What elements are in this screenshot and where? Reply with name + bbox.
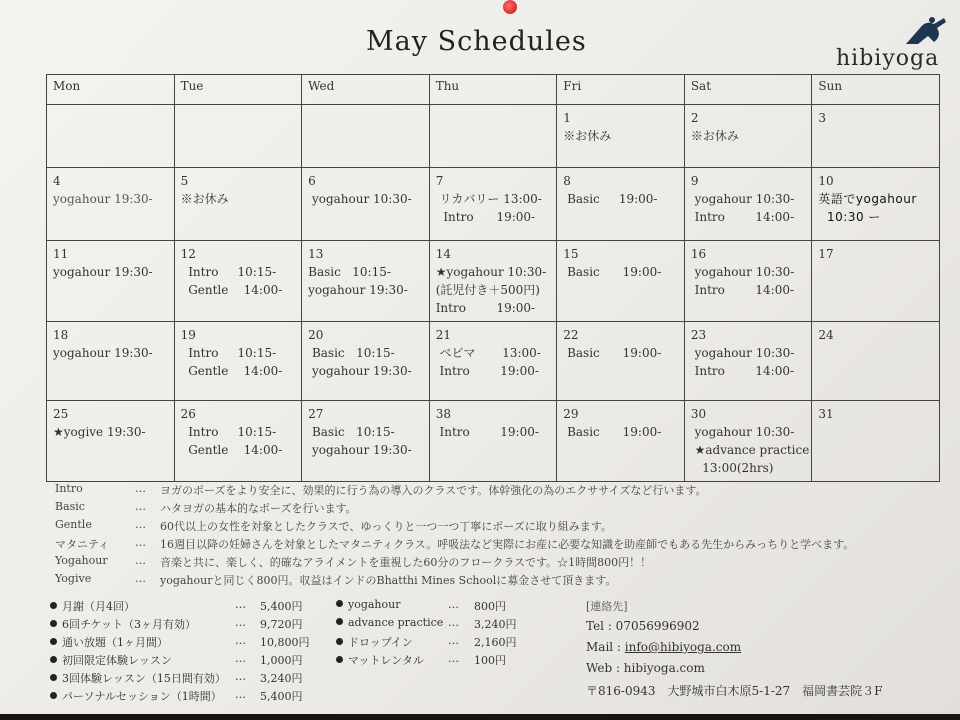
bullet-icon <box>50 674 57 681</box>
calendar-day-cell <box>812 241 940 322</box>
legend-row <box>55 482 935 500</box>
day-number: 19 <box>180 328 196 342</box>
class-entry: Intro 14:00- <box>690 210 795 224</box>
calendar-day-cell <box>429 401 557 482</box>
legend-description: ハタヨガの基本的なポーズを行います。 <box>160 502 357 515</box>
day-number: 5 <box>180 174 189 188</box>
price-label-text: 通い放題（1ヶ月間） <box>62 636 168 649</box>
day-number: 2 <box>690 111 699 125</box>
calendar-day-cell <box>429 322 557 401</box>
price-value: 10,800円 <box>260 636 310 649</box>
class-entry: yogahour 19:30- <box>308 443 412 457</box>
calendar-day-cell <box>174 401 302 482</box>
price-separator: … <box>235 598 246 611</box>
day-number: 13 <box>308 247 324 261</box>
bullet-icon <box>50 638 57 645</box>
class-entry: Basic 19:00- <box>563 192 658 206</box>
class-entry: Intro 19:00- <box>435 210 536 224</box>
day-number: 27 <box>308 407 324 421</box>
price-value: 5,400円 <box>260 690 303 703</box>
legend-row <box>55 554 935 572</box>
day-number: 17 <box>818 247 834 261</box>
contact-address: 〒816-0943 大野城市白木原5-1-27 福岡書芸院３F <box>586 684 883 698</box>
price-value: 100円 <box>474 654 506 667</box>
legend-separator: … <box>135 572 146 585</box>
weekday-header: Wed <box>302 75 430 105</box>
calendar-day-cell <box>812 105 940 168</box>
bullet-icon <box>336 618 343 625</box>
day-number: 21 <box>435 328 451 342</box>
price-separator: … <box>235 652 246 665</box>
class-entry: Intro 10:15- <box>180 425 277 439</box>
calendar-week-row <box>47 168 940 241</box>
class-entry: リカバリー 13:00- <box>435 192 542 206</box>
page-title: May Schedules <box>366 26 587 57</box>
class-entry: yogahour 19:30- <box>308 283 408 297</box>
calendar-day-cell <box>557 322 685 401</box>
day-number: 16 <box>690 247 707 261</box>
calendar-day-cell <box>47 322 175 401</box>
class-entry: Basic 19:00- <box>563 346 662 360</box>
day-number: 30 <box>690 407 707 421</box>
calendar-day-cell <box>302 241 430 322</box>
contact-info <box>586 598 882 703</box>
class-entry: yogahour 10:30- <box>690 265 795 279</box>
legend-row <box>55 572 935 590</box>
bullet-icon <box>50 620 57 627</box>
class-entry: Basic 10:15- <box>308 425 395 439</box>
price-label <box>50 652 172 668</box>
calendar-day-cell <box>302 401 430 482</box>
class-entry: ※お休み <box>563 129 612 143</box>
class-entry: Intro 10:15- <box>180 346 277 360</box>
day-number: 10 <box>818 174 834 188</box>
price-separator: … <box>448 616 459 629</box>
calendar-day-cell <box>557 105 685 168</box>
calendar-day-cell <box>302 322 430 401</box>
calendar-day-cell <box>429 105 557 168</box>
class-entry: ベビマ 13:00- <box>435 346 541 360</box>
price-label <box>336 598 401 611</box>
bullet-icon <box>336 638 343 645</box>
day-number: 8 <box>563 174 571 188</box>
day-number: 22 <box>563 328 579 342</box>
class-legend <box>55 482 935 590</box>
price-label-text: 初回限定体験レッスン <box>62 654 172 667</box>
legend-description: 60代以上の女性を対象としたクラスで、ゆっくりと一つ一つ丁寧にポーズに取り組みます。 <box>160 520 612 533</box>
calendar-day-cell <box>174 168 302 241</box>
day-number: 24 <box>818 328 834 342</box>
price-label-text: 6回チケット（3ヶ月有効） <box>62 618 197 631</box>
calendar-day-cell <box>684 105 812 168</box>
calendar-day-cell <box>302 168 430 241</box>
calendar-week-row <box>47 105 940 168</box>
price-label-text: ドロップイン <box>348 636 413 649</box>
class-entry: 英語でyogahour <box>818 192 917 206</box>
legend-key: Yogahour <box>55 554 108 567</box>
weekday-header: Fri <box>557 75 685 105</box>
price-label-text: yogahour <box>348 598 401 611</box>
bullet-icon <box>50 692 57 699</box>
price-label <box>336 634 413 650</box>
weekday-header: Sun <box>812 75 940 105</box>
price-separator: … <box>448 634 459 647</box>
calendar-day-cell <box>812 401 940 482</box>
day-number: 4 <box>53 174 61 188</box>
calendar-week-row <box>47 241 940 322</box>
legend-description: 16週目以降の妊婦さんを対象としたマタニティクラス。呼吸法など実際にお産に必要な知識を助産師でもある先生からみっちりと学べます。 <box>160 538 855 551</box>
legend-key: Intro <box>55 482 83 495</box>
price-value: 800円 <box>474 600 506 613</box>
day-number: 14 <box>435 247 451 261</box>
class-entry: ★yogahour 10:30- <box>435 265 547 279</box>
bullet-icon <box>336 656 343 663</box>
price-label <box>50 670 226 686</box>
calendar-day-cell <box>557 241 685 322</box>
class-entry: Gentle 14:00- <box>180 443 283 457</box>
legend-key: Yogive <box>55 572 92 585</box>
bullet-icon <box>336 600 343 607</box>
price-value: 5,400円 <box>260 600 303 613</box>
class-entry: Basic 19:00- <box>563 425 662 439</box>
class-entry: Intro 19:00- <box>435 301 536 315</box>
class-entry: ※お休み <box>180 192 229 206</box>
contact-title: [連絡先] <box>586 600 628 613</box>
class-entry: Gentle 14:00- <box>180 364 283 378</box>
calendar-day-cell <box>302 105 430 168</box>
day-number: 11 <box>53 247 69 261</box>
class-entry: ★yogive 19:30- <box>53 425 146 439</box>
class-entry: (託児付き＋500円) <box>435 283 540 297</box>
price-label-text: パーソナルセッション（1時間） <box>62 690 222 703</box>
legend-row <box>55 536 935 554</box>
legend-description: 音楽と共に、楽しく、的確なアライメントを重視した60分のフロークラスです。☆1時間800円！！ <box>160 556 652 569</box>
legend-description: ヨガのポーズをより安全に、効果的に行う為の導入のクラスです。体幹強化の為のエクササイズなど行います。 <box>160 484 707 497</box>
price-label-text: マットレンタル <box>348 654 424 667</box>
class-entry: yogahour 10:30- <box>690 346 795 360</box>
price-label <box>50 616 196 632</box>
class-entry: yogahour 10:30- <box>308 192 412 206</box>
legend-description: yogahourと同じく800円。収益はインドのBhatthi Mines Schoolに募金させて頂きます。 <box>160 574 617 587</box>
weekday-header: Sat <box>684 75 812 105</box>
price-value: 1,000円 <box>260 654 303 667</box>
day-number: 12 <box>180 247 196 261</box>
price-value: 9,720円 <box>260 618 303 631</box>
contact-tel: Tel : 07056996902 <box>586 619 700 633</box>
day-number: 15 <box>563 247 579 261</box>
price-value: 3,240円 <box>260 672 303 685</box>
calendar-day-cell <box>174 322 302 401</box>
class-entry: Intro 14:00- <box>690 283 795 297</box>
calendar-day-cell <box>429 168 557 241</box>
legend-separator: … <box>135 518 146 531</box>
class-entry: Intro 14:00- <box>690 364 795 378</box>
weekday-header: Thu <box>429 75 557 105</box>
calendar-day-cell <box>812 322 940 401</box>
price-label <box>50 634 168 650</box>
calendar-day-cell <box>684 168 812 241</box>
price-label-text: 月謝（月4回） <box>62 600 135 613</box>
day-number: 29 <box>563 407 579 421</box>
weekday-header: Tue <box>174 75 302 105</box>
class-entry: yogahour 19:30- <box>53 192 153 206</box>
day-number: 1 <box>563 111 571 125</box>
calendar-day-cell <box>429 241 557 322</box>
price-label <box>50 688 222 704</box>
price-label-text: 3回体験レッスン（15日間有効） <box>62 672 226 685</box>
legend-row <box>55 500 935 518</box>
legend-key: Gentle <box>55 518 92 531</box>
class-entry: yogahour 19:30- <box>53 346 153 360</box>
class-entry: Gentle 14:00- <box>180 283 283 297</box>
day-number: 3 <box>818 111 827 125</box>
calendar-day-cell <box>47 401 175 482</box>
calendar-day-cell <box>812 168 940 241</box>
price-separator: … <box>448 652 459 665</box>
contact-web: Web : hibiyoga.com <box>586 661 705 675</box>
class-entry: 10:30 ー <box>818 210 881 224</box>
day-number: 7 <box>435 174 444 188</box>
class-entry: yogahour 10:30- <box>690 192 795 206</box>
price-separator: … <box>235 688 246 701</box>
legend-key: Basic <box>55 500 85 513</box>
day-number: 20 <box>308 328 324 342</box>
day-number: 23 <box>690 328 707 342</box>
class-entry: Basic 19:00- <box>563 265 662 279</box>
class-entry: Intro 19:00- <box>435 364 539 378</box>
class-entry: 13:00(2hrs) <box>690 461 774 475</box>
class-entry: ★advance practice <box>690 443 810 457</box>
price-label-text: advance practice <box>348 616 444 629</box>
price-label <box>336 616 443 629</box>
yoga-figure-icon <box>904 16 948 46</box>
calendar-day-cell <box>557 401 685 482</box>
class-entry: Intro 19:00- <box>435 425 539 439</box>
calendar-week-row <box>47 401 940 482</box>
calendar-day-cell <box>47 168 175 241</box>
logo <box>836 16 954 76</box>
price-label <box>50 598 135 614</box>
day-number: 38 <box>435 407 451 421</box>
day-number: 6 <box>308 174 316 188</box>
price-separator: … <box>235 634 246 647</box>
calendar-day-cell <box>174 241 302 322</box>
legend-separator: … <box>135 482 146 495</box>
bullet-icon <box>50 656 57 663</box>
bullet-icon <box>50 602 57 609</box>
logo-text: hibiyoga <box>836 46 940 71</box>
weekday-header-row <box>47 75 940 105</box>
day-number: 18 <box>53 328 69 342</box>
calendar-day-cell <box>557 168 685 241</box>
day-number: 26 <box>180 407 196 421</box>
legend-key: マタニティ <box>55 538 110 551</box>
calendar-day-cell <box>47 105 175 168</box>
class-entry: yogahour 19:30- <box>308 364 412 378</box>
price-separator: … <box>448 598 459 611</box>
day-number: 31 <box>818 407 834 421</box>
contact-mail-label: Mail : <box>586 640 625 654</box>
weekday-header: Mon <box>47 75 175 105</box>
calendar-day-cell <box>174 105 302 168</box>
price-separator: … <box>235 616 246 629</box>
calendar-table <box>46 74 940 482</box>
price-separator: … <box>235 670 246 683</box>
contact-mail <box>586 640 882 661</box>
class-entry: Basic 10:15- <box>308 346 395 360</box>
class-entry: yogahour 10:30- <box>690 425 795 439</box>
price-value: 2,160円 <box>474 636 517 649</box>
legend-separator: … <box>135 536 146 549</box>
push-pin-icon <box>503 0 517 14</box>
calendar-day-cell <box>684 241 812 322</box>
price-value: 3,240円 <box>474 618 517 631</box>
legend-separator: … <box>135 554 146 567</box>
calendar-day-cell <box>47 241 175 322</box>
day-number: 25 <box>53 407 69 421</box>
class-entry: yogahour 19:30- <box>53 265 153 279</box>
day-number: 9 <box>690 174 699 188</box>
class-entry: ※お休み <box>690 129 739 143</box>
class-entry: Intro 10:15- <box>180 265 277 279</box>
price-label <box>336 652 424 668</box>
calendar-week-row <box>47 322 940 401</box>
email-link[interactable]: info@hibiyoga.com <box>624 640 742 654</box>
class-entry: Basic 10:15- <box>308 265 391 279</box>
legend-separator: … <box>135 500 146 513</box>
calendar-day-cell <box>684 322 812 401</box>
legend-row <box>55 518 935 536</box>
calendar-day-cell <box>684 401 812 482</box>
